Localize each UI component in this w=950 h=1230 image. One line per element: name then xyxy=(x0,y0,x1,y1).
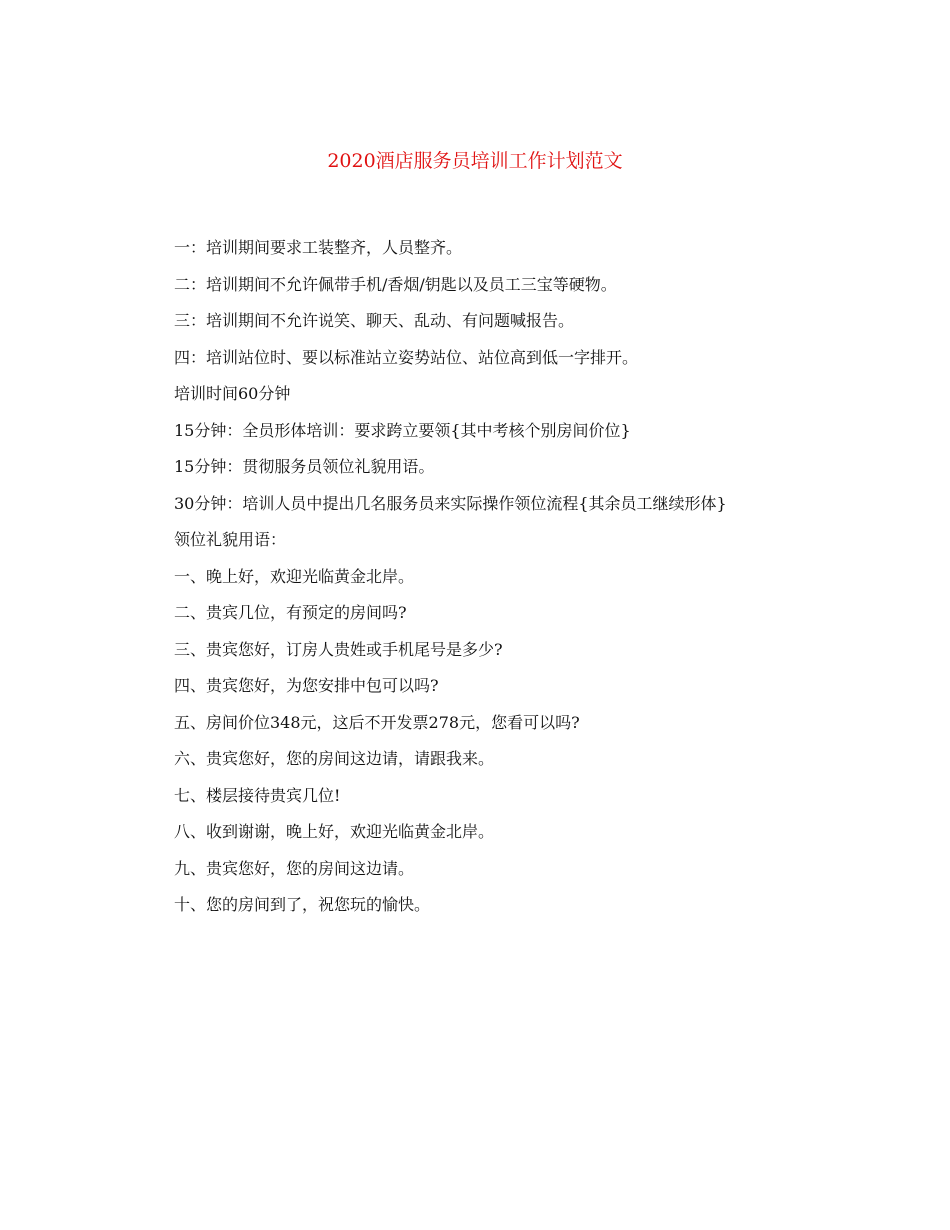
rule-1: 一：培训期间要求工装整齐，人员整齐。 xyxy=(174,238,463,257)
phrase-1: 一、晚上好，欢迎光临黄金北岸。 xyxy=(174,566,415,586)
phrases-heading: 领位礼貌用语： xyxy=(174,530,287,549)
schedule-item-1: 15分钟：全员形体培训：要求跨立要领{其中考核个别房间价位} xyxy=(174,420,631,440)
training-duration: 培训时间60分钟 xyxy=(174,384,291,403)
phrase-9: 九、贵宾您好，您的房间这边请。 xyxy=(174,858,415,878)
phrase-10: 十、您的房间到了，祝您玩的愉快。 xyxy=(174,895,431,914)
phrase-8: 八、收到谢谢，晚上好，欢迎光临黄金北岸。 xyxy=(174,822,495,841)
document-body xyxy=(142,230,812,924)
schedule-item-2: 15分钟：贯彻服务员领位礼貌用语。 xyxy=(174,457,435,476)
phrase-3: 三、贵宾您好，订房人贵姓或手机尾号是多少? xyxy=(174,639,503,659)
rule-3: 三：培训期间不允许说笑、聊天、乱动、有问题喊报告。 xyxy=(174,311,575,330)
rule-4: 四：培训站位时、要以标准站立姿势站位、站位高到低一字排开。 xyxy=(174,347,639,367)
phrase-7: 七、楼层接待贵宾几位! xyxy=(174,785,341,805)
phrase-5: 五、房间价位348元，这后不开发票278元，您看可以吗? xyxy=(174,712,580,732)
schedule-item-3: 30分钟：培训人员中提出几名服务员来实际操作领位流程{其余员工继续形体} xyxy=(174,493,727,513)
phrase-4: 四、贵宾您好，为您安排中包可以吗? xyxy=(174,676,439,695)
rule-2: 二：培训期间不允许佩带手机/香烟/钥匙以及员工三宝等硬物。 xyxy=(174,274,617,294)
phrase-2: 二、贵宾几位，有预定的房间吗? xyxy=(174,603,407,622)
document-title: 2020酒店服务员培训工作计划范文 xyxy=(327,150,623,172)
phrase-6: 六、贵宾您好，您的房间这边请，请跟我来。 xyxy=(174,749,495,768)
